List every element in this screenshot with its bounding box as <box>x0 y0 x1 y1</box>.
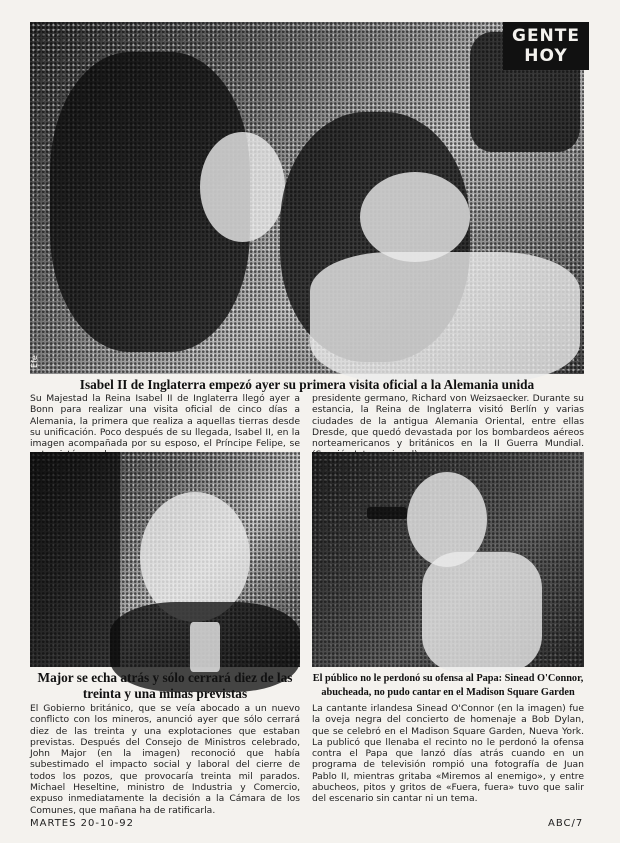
section-label: GENTE HOY <box>511 26 580 66</box>
story1-col2: presidente germano, Richard von Weizsaecker. Durante su estancia, la Reina de Inglaterra visitó Berlín y varias ciudades de la antigua Alemania Oriental, entre ellas Dresde, que quedó devastada por los bombardeos aéreos norteamericanos y británicos en la II Guerra Mundial. <box>312 393 584 450</box>
story3-body: La cantante irlandesa Sinead O'Connor (en la imagen) fue la oveja negra del concierto de homenaje a Bob Dylan, que se celebró en el Madison Square Garden, Nueva York. La publicó que llenaba el recinto no le perdonó la ofensa contra el Papa que lanzó días atrás cuando en un programa de televisión rompió una fotografía de Juan Pablo II, mientras gritaba «Miremos al enemigo», y entre abucheos, pitos y gritos de «Fuera, fuera» tuvo que salir del escenario sin cantar ni un tema. <box>312 703 584 805</box>
story2-body: El Gobierno británico, que se veía abocado a un nuevo conflicto con los mineros, anunció ayer que sólo cerrará diez de las treinta y una explotaciones que estaban previstas. Después del Consejo de Ministros celebrado, John Major (en la imagen) reconoció que había subestimado el impacto social y laboral del cierre de todos los pozos, que provocaría treinta mil parados. Michael Heseltine, ministro de Industria y Comercio, expuso inmediatamente la decisión a la Cámara de los Comunes, que mañana ha de ratificarla. <box>30 703 300 816</box>
section-logo <box>503 22 589 70</box>
story2-headline: Major se echa atrás y sólo cerrará diez de las treinta y una minas previstas <box>37 670 293 701</box>
photo-credit: Efe <box>30 355 39 368</box>
story3-headline: El público no le perdonó su ofensa al Papa: Sinead O'Connor, abucheada, no pudo cantar en el Madison Square Garden <box>312 673 584 698</box>
top-photo-queen-elizabeth <box>30 22 584 374</box>
photo-sinead-oconnor <box>312 452 584 667</box>
footer-page: ABC/7 <box>548 818 584 829</box>
footer-date: MARTES 20-10-92 <box>30 818 135 829</box>
story1-headline: Isabel II de Inglaterra empezó ayer su primera visita oficial a la Alemania unida <box>79 377 535 392</box>
story1-col1: Su Majestad la Reina Isabel II de Inglaterra llegó ayer a Bonn para realizar una visita oficial de cinco días a Alemania, la primera que realiza a aquellas tierras desde su unificación. Poco después de su llegada, Isabel II, en la imagen acompañada por su esposo, el Príncipe Felipe, se <box>30 393 300 450</box>
photo-john-major <box>30 452 300 667</box>
